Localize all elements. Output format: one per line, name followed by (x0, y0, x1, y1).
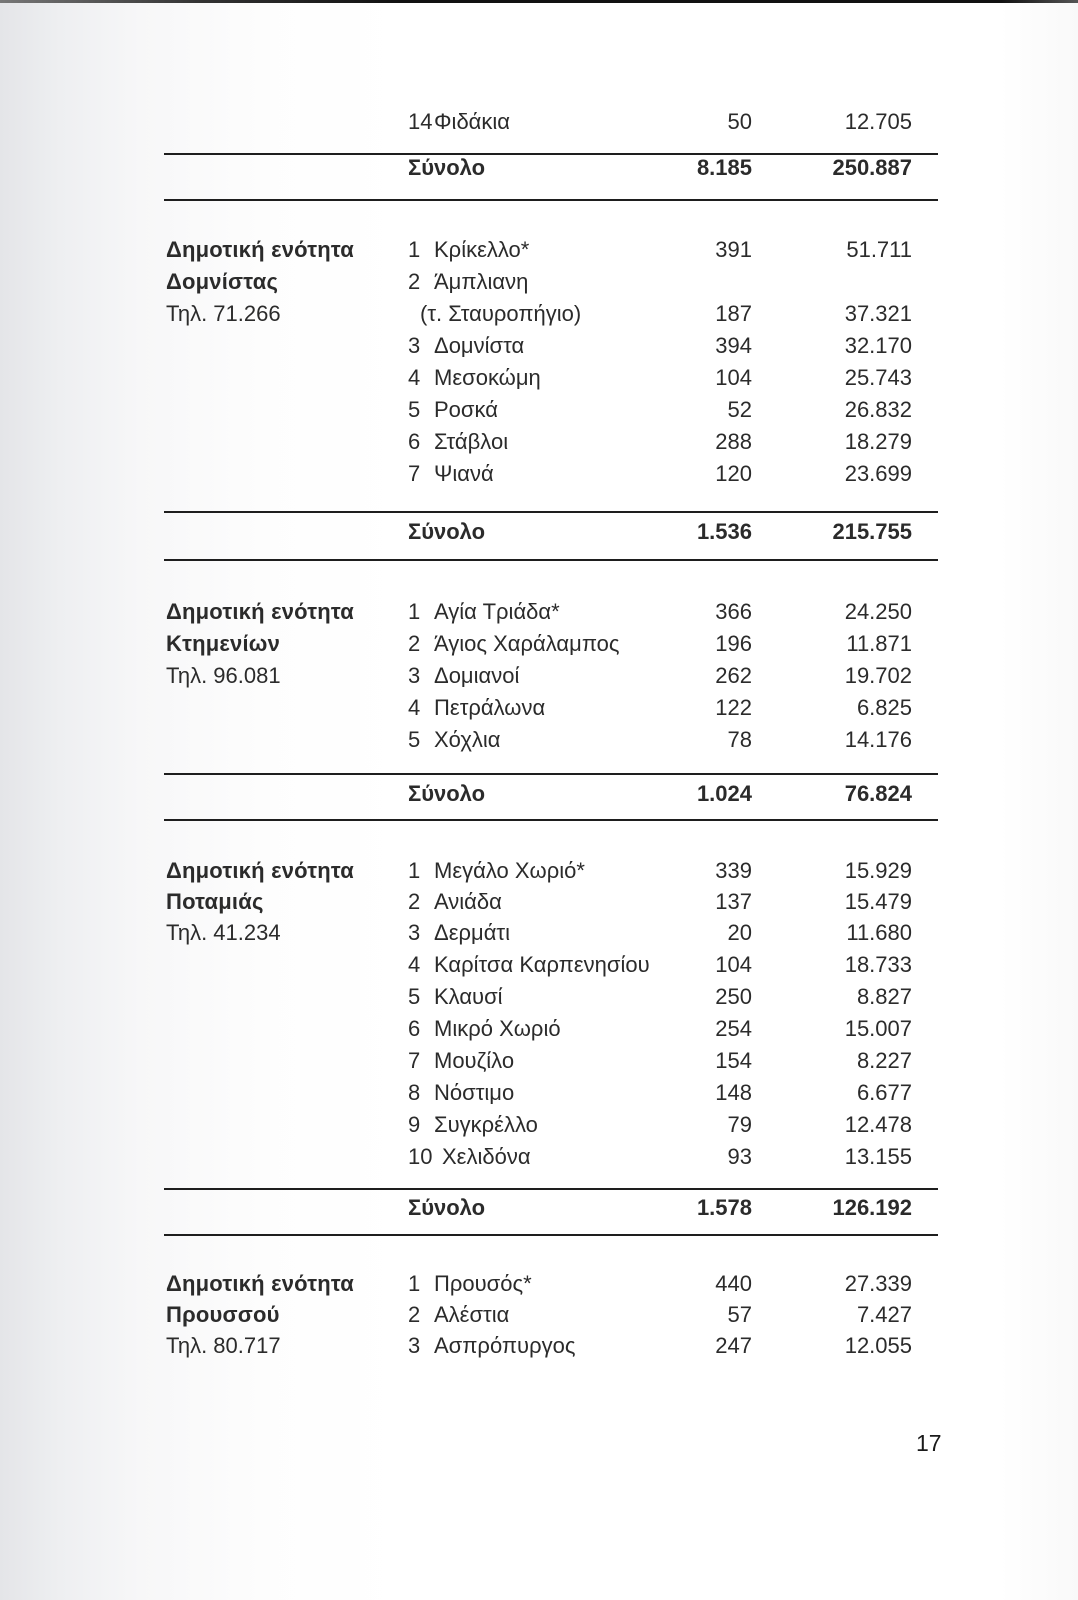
village-name: Δομιανοί (434, 663, 520, 688)
row-number: 2 (408, 631, 421, 656)
table-row (0, 628, 1078, 660)
village-name: Δερμάτι (434, 920, 510, 945)
table-row (0, 426, 1078, 458)
row-number: 1 (408, 858, 421, 883)
total-population: 8.185 (696, 155, 752, 180)
table-row (0, 1013, 1078, 1045)
table-row (0, 106, 1078, 138)
table-row (0, 1330, 1078, 1362)
row-number: 5 (408, 727, 421, 752)
row-number: 14 (408, 109, 433, 134)
total-label: Σύνολο (408, 155, 486, 180)
area-value: 15.929 (844, 858, 912, 883)
row-number: 2 (408, 269, 421, 294)
divider (164, 511, 938, 513)
row-number: 1 (408, 237, 421, 262)
population-value: 148 (715, 1080, 752, 1105)
table-row (0, 660, 1078, 692)
population-value: 104 (715, 365, 752, 390)
row-number: 4 (408, 365, 421, 390)
table-row (0, 330, 1078, 362)
district-title: Δημοτική ενότητα (166, 237, 354, 262)
district-name: Δομνίστας (166, 269, 279, 294)
table-row (0, 981, 1078, 1013)
table-row (0, 234, 1078, 266)
table-row (0, 298, 1078, 330)
table-row (0, 596, 1078, 628)
row-number: 2 (408, 889, 421, 914)
row-number: 8 (408, 1080, 421, 1105)
total-area: 250.887 (832, 155, 912, 180)
divider (164, 1188, 938, 1190)
district-phone: Τηλ. 41.234 (166, 920, 281, 945)
population-value: 104 (715, 952, 752, 977)
total-population: 1.024 (696, 781, 752, 806)
area-value: 24.250 (844, 599, 912, 624)
area-value: 19.702 (844, 663, 912, 688)
population-value: 137 (715, 889, 752, 914)
table-row (0, 949, 1078, 981)
area-value: 12.478 (844, 1112, 912, 1137)
population-value: 247 (715, 1333, 752, 1358)
village-name: Κρίκελλο* (434, 237, 530, 262)
table-row (0, 1077, 1078, 1109)
village-name: Χελιδόνα (442, 1144, 531, 1169)
area-value: 14.176 (844, 727, 912, 752)
total-label: Σύνολο (408, 1195, 486, 1220)
population-value: 250 (715, 984, 752, 1009)
village-name: Φιδάκια (434, 109, 511, 134)
total-population: 1.536 (696, 519, 752, 544)
population-value: 366 (715, 599, 752, 624)
row-number: 4 (408, 695, 421, 720)
row-number: 5 (408, 984, 421, 1009)
table-row (0, 362, 1078, 394)
area-value: 12.705 (844, 109, 912, 134)
total-label: Σύνολο (408, 781, 486, 806)
table-row (0, 1109, 1078, 1141)
district-phone: Τηλ. 80.717 (166, 1333, 281, 1358)
area-value: 13.155 (844, 1144, 912, 1169)
area-value: 18.279 (844, 429, 912, 454)
table-row (0, 1141, 1078, 1173)
table-row (0, 692, 1078, 724)
population-value: 50 (727, 109, 752, 134)
area-value: 15.479 (844, 889, 912, 914)
village-name: Πετράλωνα (434, 695, 546, 720)
total-area: 126.192 (832, 1195, 912, 1220)
table-row (0, 1299, 1078, 1331)
table-row (0, 394, 1078, 426)
village-name: Ψιανά (434, 461, 494, 486)
area-value: 32.170 (844, 333, 912, 358)
district-title: Δημοτική ενότητα (166, 1271, 354, 1296)
area-value: 7.427 (856, 1302, 912, 1327)
row-number: 5 (408, 397, 421, 422)
row-number: 7 (408, 461, 421, 486)
population-value: 187 (715, 301, 752, 326)
village-name: Στάβλοι (434, 429, 509, 454)
population-value: 288 (715, 429, 752, 454)
district-name: Ποταμιάς (166, 889, 264, 914)
row-number: 7 (408, 1048, 421, 1073)
row-number: 3 (408, 1333, 421, 1358)
village-name-continued: (τ. Σταυροπήγιο) (420, 301, 582, 326)
row-number: 2 (408, 1302, 421, 1327)
area-value: 37.321 (844, 301, 912, 326)
total-area: 76.824 (844, 781, 912, 806)
table-row (0, 1268, 1078, 1300)
district-phone: Τηλ. 71.266 (166, 301, 281, 326)
divider (164, 773, 938, 775)
area-value: 12.055 (844, 1333, 912, 1358)
area-value: 23.699 (844, 461, 912, 486)
area-value: 15.007 (844, 1016, 912, 1041)
village-name: Μικρό Χωριό (434, 1016, 561, 1041)
table-row (0, 855, 1078, 887)
total-row (0, 152, 1078, 184)
row-number: 9 (408, 1112, 421, 1137)
village-name: Ροσκά (434, 397, 498, 422)
district-name: Κτημενίων (166, 631, 281, 656)
divider (164, 1234, 938, 1236)
village-name: Προυσός* (434, 1271, 532, 1296)
row-number: 1 (408, 599, 421, 624)
village-name: Μουζίλο (434, 1048, 515, 1073)
village-name: Κλαυσί (434, 984, 503, 1009)
village-name: Άμπλιανη (434, 269, 529, 294)
village-name: Καρίτσα Καρπενησίου (434, 952, 650, 977)
district-name: Προυσσού (166, 1302, 280, 1327)
village-name: Νόστιμο (434, 1080, 515, 1105)
population-value: 196 (715, 631, 752, 656)
population-value: 120 (715, 461, 752, 486)
village-name: Άγιος Χαράλαμπος (434, 631, 620, 656)
area-value: 25.743 (844, 365, 912, 390)
row-number: 3 (408, 920, 421, 945)
population-value: 52 (727, 397, 752, 422)
village-name: Ανιάδα (434, 889, 502, 914)
village-name: Δομνίστα (434, 333, 525, 358)
village-name: Συγκρέλλο (434, 1112, 538, 1137)
table-row (0, 458, 1078, 490)
district-phone: Τηλ. 96.081 (166, 663, 281, 688)
table-row (0, 886, 1078, 918)
population-value: 20 (727, 920, 752, 945)
divider (164, 559, 938, 561)
row-number: 6 (408, 1016, 421, 1041)
village-name: Μεσοκώμη (434, 365, 541, 390)
total-population: 1.578 (696, 1195, 752, 1220)
row-number: 3 (408, 663, 421, 688)
population-value: 93 (727, 1144, 752, 1169)
area-value: 26.832 (844, 397, 912, 422)
area-value: 6.825 (856, 695, 912, 720)
area-value: 8.227 (856, 1048, 912, 1073)
area-value: 11.680 (846, 920, 912, 945)
district-title: Δημοτική ενότητα (166, 599, 354, 624)
total-area: 215.755 (832, 519, 912, 544)
row-number: 1 (408, 1271, 421, 1296)
row-number: 4 (408, 952, 421, 977)
population-value: 254 (715, 1016, 752, 1041)
total-row (0, 1192, 1078, 1224)
population-value: 394 (715, 333, 752, 358)
village-name: Αλέστια (434, 1302, 510, 1327)
population-value: 440 (715, 1271, 752, 1296)
divider (164, 199, 938, 201)
population-value: 339 (715, 858, 752, 883)
total-label: Σύνολο (408, 519, 486, 544)
row-number: 3 (408, 333, 421, 358)
table-row (0, 266, 1078, 298)
table-row (0, 917, 1078, 949)
total-row (0, 778, 1078, 810)
area-value: 6.677 (856, 1080, 912, 1105)
divider (164, 819, 938, 821)
village-name: Χόχλια (434, 727, 501, 752)
population-value: 154 (715, 1048, 752, 1073)
table-row (0, 1045, 1078, 1077)
population-value: 79 (727, 1112, 752, 1137)
village-name: Μεγάλο Χωριό* (434, 858, 585, 883)
village-name: Ασπρόπυργος (434, 1333, 576, 1358)
row-number: 6 (408, 429, 421, 454)
table-row (0, 724, 1078, 756)
population-value: 262 (715, 663, 752, 688)
area-value: 51.711 (846, 237, 912, 262)
total-row (0, 516, 1078, 548)
population-value: 391 (715, 237, 752, 262)
area-value: 27.339 (844, 1271, 912, 1296)
area-value: 11.871 (846, 631, 912, 656)
village-name: Αγία Τριάδα* (434, 599, 560, 624)
population-value: 78 (727, 727, 752, 752)
population-value: 122 (715, 695, 752, 720)
row-number: 10 (408, 1144, 433, 1169)
area-value: 18.733 (844, 952, 912, 977)
page-number: 17 (916, 1430, 942, 1456)
area-value: 8.827 (856, 984, 912, 1009)
district-title: Δημοτική ενότητα (166, 858, 354, 883)
population-value: 57 (727, 1302, 752, 1327)
